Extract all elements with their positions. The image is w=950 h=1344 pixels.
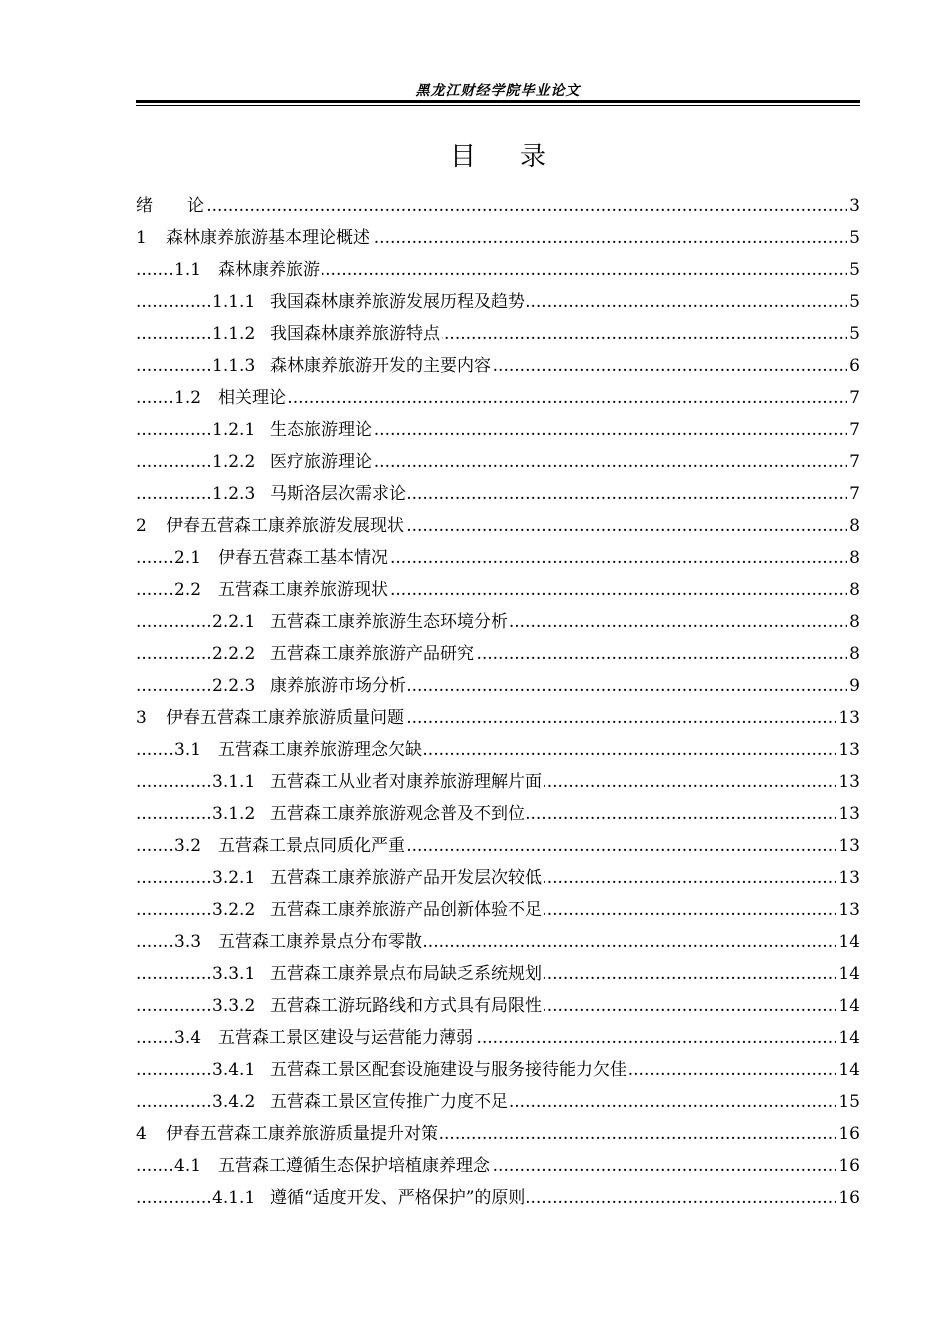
toc-entry[interactable] xyxy=(136,222,860,254)
toc-entry-number: 3.1.1 xyxy=(212,772,256,792)
toc-entry-title: 森林康养旅游开发的主要内容 xyxy=(270,356,491,376)
toc-entry-title: 五营森工康养景点分布零散 xyxy=(218,932,422,952)
toc-entry-page: 13 xyxy=(836,766,860,798)
toc-entry-page: 7 xyxy=(847,382,860,414)
toc-entry-title: 康养旅游市场分析 xyxy=(270,676,406,696)
toc-entry-heading xyxy=(174,734,424,766)
toc-entry-title: 森林康养旅游基本理论概述 xyxy=(166,228,370,248)
toc-entry-page: 5 xyxy=(847,222,860,254)
toc-entry[interactable] xyxy=(136,734,860,766)
toc-entry[interactable] xyxy=(136,1182,860,1214)
toc-entry-page: 7 xyxy=(847,446,860,478)
toc-entry-heading xyxy=(174,382,288,414)
toc-entry-heading xyxy=(212,1086,510,1118)
toc-entry-page: 8 xyxy=(847,510,860,542)
toc-entry-title: 五营森工游玩路线和方式具有局限性 xyxy=(270,996,542,1016)
toc-entry-title: 五营森工景区宣传推广力度不足 xyxy=(270,1092,508,1112)
toc-entry[interactable] xyxy=(136,1054,860,1086)
toc-entry-title: 森林康养旅游 xyxy=(218,260,320,280)
toc-entry-number: 3.1 xyxy=(174,740,202,760)
toc-entry-title: 五营森工康养旅游产品研究 xyxy=(270,644,474,664)
toc-entry[interactable] xyxy=(136,1022,860,1054)
toc-entry-page: 8 xyxy=(847,606,860,638)
toc-entry-page: 13 xyxy=(836,830,860,862)
toc-entry-title: 遵循“适度开发、严格保护”的原则 xyxy=(270,1188,526,1208)
toc-entry[interactable] xyxy=(136,894,860,926)
toc-entry-title: 五营森工景区配套设施建设与服务接待能力欠佳 xyxy=(270,1060,627,1080)
toc-entry-number: 3.4.1 xyxy=(212,1060,256,1080)
toc-entry[interactable] xyxy=(136,830,860,862)
toc-entry-heading xyxy=(174,830,407,862)
toc-entry-heading xyxy=(136,222,372,254)
running-header: 黑龙江财经学院毕业论文 xyxy=(415,83,581,99)
toc-entry-heading xyxy=(212,1054,629,1086)
toc-entry-heading xyxy=(212,1182,527,1214)
toc-entry-heading xyxy=(212,798,527,830)
table-of-contents xyxy=(136,190,860,1214)
toc-entry-page: 8 xyxy=(847,542,860,574)
toc-entry[interactable] xyxy=(136,318,860,350)
toc-entry[interactable] xyxy=(136,1150,860,1182)
toc-entry[interactable] xyxy=(136,702,860,734)
toc-entry-heading xyxy=(212,286,527,318)
toc-entry-heading xyxy=(174,542,390,574)
toc-entry[interactable] xyxy=(136,670,860,702)
toc-entry-page: 13 xyxy=(836,734,860,766)
toc-entry-heading xyxy=(136,510,406,542)
toc-entry[interactable] xyxy=(136,862,860,894)
toc-entry-number: 2.1 xyxy=(174,548,202,568)
toc-entry-heading xyxy=(174,1022,475,1054)
toc-entry-number: 4.1.1 xyxy=(212,1188,256,1208)
toc-entry-heading xyxy=(212,478,408,510)
toc-entry-heading xyxy=(212,990,544,1022)
toc-entry-heading xyxy=(174,574,390,606)
toc-entry-number: 1.2.1 xyxy=(212,420,256,440)
toc-entry-title: 绪 论 xyxy=(136,196,204,216)
toc-entry[interactable] xyxy=(136,542,860,574)
toc-entry[interactable] xyxy=(136,990,860,1022)
toc-entry-title: 我国森林康养旅游特点 xyxy=(270,324,440,344)
toc-entry-number: 1.1 xyxy=(174,260,202,280)
toc-entry-heading xyxy=(212,670,408,702)
header-rule-thin xyxy=(136,105,860,106)
toc-entry[interactable] xyxy=(136,798,860,830)
toc-entry-title: 五营森工康养旅游观念普及不到位 xyxy=(270,804,525,824)
toc-entry-title: 五营森工从业者对康养旅游理解片面 xyxy=(270,772,542,792)
toc-entry-number: 3 xyxy=(136,708,147,728)
toc-entry[interactable] xyxy=(136,446,860,478)
toc-entry[interactable] xyxy=(136,414,860,446)
toc-entry-title: 五营森工景区建设与运营能力薄弱 xyxy=(218,1028,473,1048)
toc-entry-heading xyxy=(174,254,322,286)
toc-entry-title: 五营森工康养旅游产品创新体验不足 xyxy=(270,900,542,920)
toc-entry[interactable] xyxy=(136,286,860,318)
toc-entry-number: 3.1.2 xyxy=(212,804,256,824)
toc-entry-title: 五营森工康养旅游现状 xyxy=(218,580,388,600)
toc-entry-page: 13 xyxy=(836,798,860,830)
toc-entry[interactable] xyxy=(136,190,860,222)
toc-entry-page: 15 xyxy=(836,1086,860,1118)
toc-entry[interactable] xyxy=(136,350,860,382)
toc-title: 目录 xyxy=(449,142,590,172)
toc-entry-title: 五营森工康养旅游产品开发层次较低 xyxy=(270,868,542,888)
toc-entry[interactable] xyxy=(136,958,860,990)
toc-entry[interactable] xyxy=(136,926,860,958)
toc-entry-page: 6 xyxy=(847,350,860,382)
toc-entry[interactable] xyxy=(136,254,860,286)
toc-entry-number: 1 xyxy=(136,228,147,248)
toc-entry[interactable] xyxy=(136,510,860,542)
toc-entry-number: 3.2.1 xyxy=(212,868,256,888)
toc-entry-page: 13 xyxy=(836,894,860,926)
toc-entry-page: 14 xyxy=(836,990,860,1022)
toc-entry-title: 伊春五营森工基本情况 xyxy=(218,548,388,568)
toc-entry-title: 五营森工康养景点布局缺乏系统规划 xyxy=(270,964,542,984)
toc-entry-number: 3.2.2 xyxy=(212,900,256,920)
toc-entry-page: 5 xyxy=(847,318,860,350)
toc-entry-page: 13 xyxy=(836,702,860,734)
toc-entry-number: 4 xyxy=(136,1124,147,1144)
toc-entry-number: 3.3 xyxy=(174,932,202,952)
toc-entry[interactable] xyxy=(136,638,860,670)
toc-entry-title: 我国森林康养旅游发展历程及趋势 xyxy=(270,292,525,312)
toc-leader-dots xyxy=(136,190,860,222)
toc-entry-number: 1.1.1 xyxy=(212,292,256,312)
toc-entry-page: 16 xyxy=(836,1150,860,1182)
toc-entry-number: 2.2 xyxy=(174,580,202,600)
toc-entry-title: 生态旅游理论 xyxy=(270,420,372,440)
toc-entry-title: 马斯洛层次需求论 xyxy=(270,484,406,504)
toc-entry-number: 1.2 xyxy=(174,388,202,408)
toc-entry-page: 16 xyxy=(836,1182,860,1214)
toc-entry-heading xyxy=(212,766,544,798)
toc-entry[interactable] xyxy=(136,606,860,638)
toc-entry-number: 3.3.1 xyxy=(212,964,256,984)
toc-entry-page: 8 xyxy=(847,574,860,606)
toc-entry-heading xyxy=(212,606,510,638)
toc-entry-number: 1.1.2 xyxy=(212,324,256,344)
toc-entry-heading xyxy=(212,862,544,894)
toc-entry-page: 14 xyxy=(836,926,860,958)
toc-entry-heading xyxy=(174,1150,492,1182)
toc-entry-page: 14 xyxy=(836,1054,860,1086)
toc-entry-page: 7 xyxy=(847,478,860,510)
toc-entry-page: 8 xyxy=(847,638,860,670)
toc-entry-heading xyxy=(212,414,374,446)
toc-entry-heading xyxy=(212,350,493,382)
toc-entry-number: 3.3.2 xyxy=(212,996,256,1016)
toc-entry-number: 3.2 xyxy=(174,836,202,856)
toc-entry-number: 1.2.2 xyxy=(212,452,256,472)
toc-entry-title: 伊春五营森工康养旅游质量问题 xyxy=(166,708,404,728)
toc-entry-title: 医疗旅游理论 xyxy=(270,452,372,472)
toc-entry-page: 16 xyxy=(836,1118,860,1150)
toc-entry-heading xyxy=(212,958,544,990)
toc-entry-title: 伊春五营森工康养旅游发展现状 xyxy=(166,516,404,536)
toc-entry-heading xyxy=(212,446,374,478)
toc-entry-page: 3 xyxy=(847,190,860,222)
toc-entry-page: 14 xyxy=(836,958,860,990)
toc-entry-page: 14 xyxy=(836,1022,860,1054)
toc-entry-heading xyxy=(212,318,442,350)
toc-entry-page: 13 xyxy=(836,862,860,894)
toc-entry-heading xyxy=(212,894,544,926)
toc-entry-number: 2.2.2 xyxy=(212,644,256,664)
toc-entry-number: 1.2.3 xyxy=(212,484,256,504)
toc-entry-title: 相关理论 xyxy=(218,388,286,408)
toc-entry-heading xyxy=(136,1118,440,1150)
toc-entry[interactable] xyxy=(136,766,860,798)
toc-entry[interactable] xyxy=(136,574,860,606)
toc-entry-number: 4.1 xyxy=(174,1156,202,1176)
toc-entry-number: 3.4 xyxy=(174,1028,202,1048)
toc-entry-page: 7 xyxy=(847,414,860,446)
toc-entry-number: 2 xyxy=(136,516,147,536)
toc-entry[interactable] xyxy=(136,382,860,414)
toc-entry-number: 2.2.1 xyxy=(212,612,256,632)
toc-entry-page: 9 xyxy=(847,670,860,702)
toc-entry-heading xyxy=(212,638,476,670)
toc-entry-page: 5 xyxy=(847,254,860,286)
toc-entry-number: 1.1.3 xyxy=(212,356,256,376)
toc-entry-title: 五营森工景点同质化严重 xyxy=(218,836,405,856)
toc-entry-title: 伊春五营森工康养旅游质量提升对策 xyxy=(166,1124,438,1144)
toc-entry[interactable] xyxy=(136,1118,860,1150)
toc-entry-number: 3.4.2 xyxy=(212,1092,256,1112)
toc-entry-number: 2.2.3 xyxy=(212,676,256,696)
toc-entry-heading xyxy=(136,702,406,734)
toc-entry[interactable] xyxy=(136,478,860,510)
toc-entry-title: 五营森工遵循生态保护培植康养理念 xyxy=(218,1156,490,1176)
toc-entry-title: 五营森工康养旅游生态环境分析 xyxy=(270,612,508,632)
toc-entry-heading xyxy=(174,926,424,958)
toc-entry[interactable] xyxy=(136,1086,860,1118)
toc-entry-heading xyxy=(136,190,206,222)
header-rule-thick xyxy=(136,100,860,103)
toc-entry-page: 5 xyxy=(847,286,860,318)
toc-entry-title: 五营森工康养旅游理念欠缺 xyxy=(218,740,422,760)
